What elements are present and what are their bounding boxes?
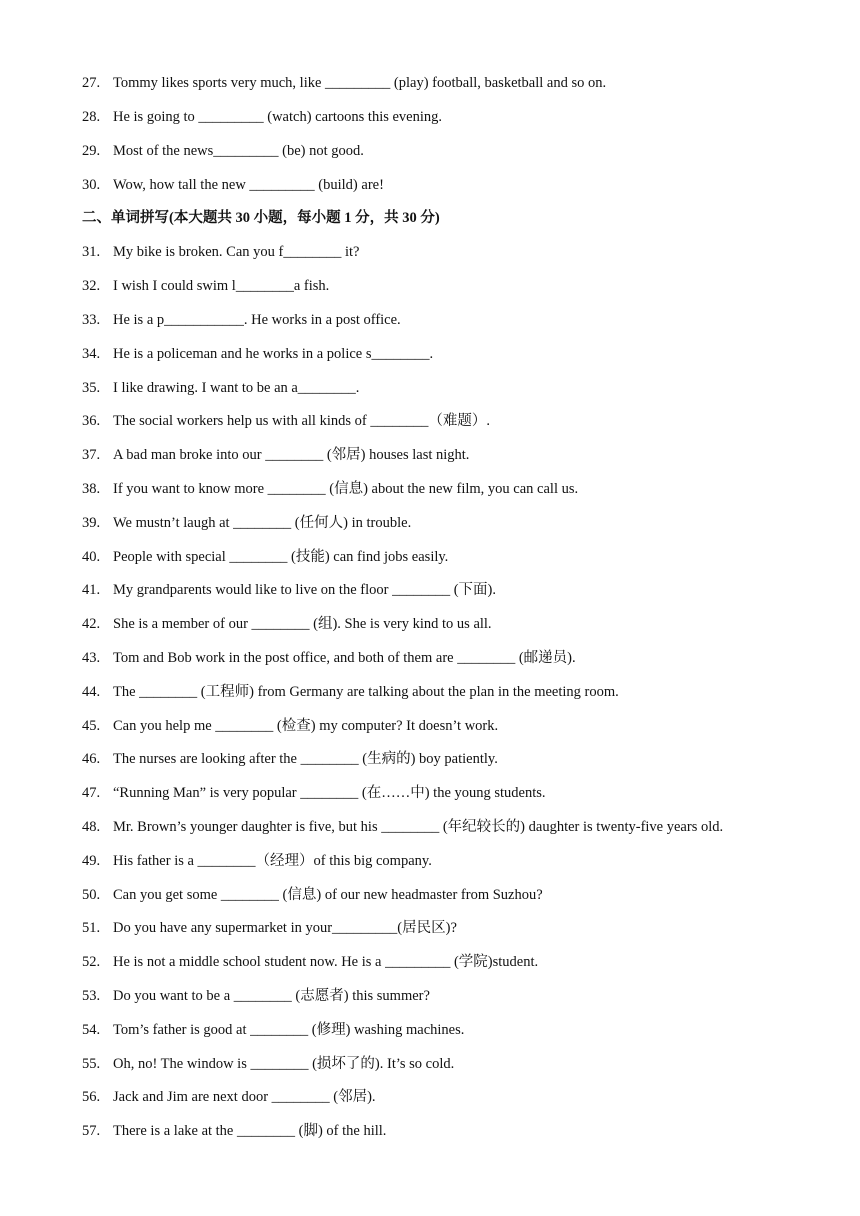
question-number: 30. <box>82 177 101 193</box>
question-45 <box>82 717 498 735</box>
question-number: 39. <box>82 515 101 531</box>
question-number: 32. <box>82 278 101 294</box>
question-text: Tommy likes sports very much, like _________ (play) football, basketball and so on. <box>113 75 607 91</box>
question-text: He is going to _________ (watch) cartoons this evening. <box>113 109 443 125</box>
question-text: Do you want to be a ________ (志愿者) this summer? <box>113 988 430 1004</box>
question-28 <box>82 108 442 126</box>
question-text: My bike is broken. Can you f________ it? <box>113 244 360 260</box>
question-text: We mustn’t laugh at ________ (任何人) in trouble. <box>113 515 412 531</box>
question-text: His father is a ________（经理）of this big company. <box>113 853 432 869</box>
question-text: I wish I could swim l________a fish. <box>113 278 330 294</box>
question-32 <box>82 277 329 295</box>
question-number: 42. <box>82 616 101 632</box>
question-number: 55. <box>82 1056 101 1072</box>
section-heading: 二、单词拼写(本大题共 30 小题，每小题 1 分，共 30 分) <box>82 210 440 226</box>
question-number: 51. <box>82 920 101 936</box>
question-number: 44. <box>82 684 101 700</box>
question-text: He is a policeman and he works in a police s________. <box>113 346 434 362</box>
question-number: 49. <box>82 853 101 869</box>
question-text: He is not a middle school student now. He is a _________ (学院)student. <box>113 954 539 970</box>
question-text: He is a p___________. He works in a post office. <box>113 312 401 328</box>
question-number: 28. <box>82 109 101 125</box>
question-text: She is a member of our ________ (组). She is very kind to us all. <box>113 616 492 632</box>
question-text: There is a lake at the ________ (脚) of the hill. <box>113 1123 387 1139</box>
question-text: Do you have any supermarket in your_________(居民区)? <box>113 920 457 936</box>
question-27 <box>82 74 606 92</box>
question-52 <box>82 953 538 971</box>
question-51 <box>82 919 457 937</box>
question-number: 33. <box>82 312 101 328</box>
question-37 <box>82 446 469 464</box>
question-57 <box>82 1122 386 1140</box>
question-number: 48. <box>82 819 101 835</box>
question-43 <box>82 649 576 667</box>
question-number: 34. <box>82 346 101 362</box>
question-36 <box>82 412 490 430</box>
question-34 <box>82 345 433 363</box>
question-text: Jack and Jim are next door ________ (邻居). <box>113 1089 376 1105</box>
question-text: The nurses are looking after the ________ (生病的) boy patiently. <box>113 751 498 767</box>
question-42 <box>82 615 492 633</box>
question-31 <box>82 243 359 261</box>
question-text: The social workers help us with all kinds of ________（难题）. <box>113 413 490 429</box>
question-number: 40. <box>82 549 101 565</box>
question-number: 38. <box>82 481 101 497</box>
question-text: Can you get some ________ (信息) of our new headmaster from Suzhou? <box>113 887 543 903</box>
question-55 <box>82 1055 454 1073</box>
question-number: 27. <box>82 75 101 91</box>
question-41 <box>82 581 496 599</box>
question-number: 43. <box>82 650 101 666</box>
question-text: The ________ (工程师) from Germany are talking about the plan in the meeting room. <box>113 684 619 700</box>
question-text: My grandparents would like to live on the floor ________ (下面). <box>113 582 496 598</box>
question-30 <box>82 176 384 194</box>
question-number: 53. <box>82 988 101 1004</box>
question-number: 50. <box>82 887 101 903</box>
question-text: Most of the news_________ (be) not good. <box>113 143 364 159</box>
question-number: 56. <box>82 1089 101 1105</box>
question-number: 36. <box>82 413 101 429</box>
question-number: 45. <box>82 718 101 734</box>
question-number: 31. <box>82 244 101 260</box>
question-number: 54. <box>82 1022 101 1038</box>
question-text: People with special ________ (技能) can find jobs easily. <box>113 549 449 565</box>
question-number: 57. <box>82 1123 101 1139</box>
question-48 <box>82 818 723 836</box>
question-text: Mr. Brown’s younger daughter is five, but his ________ (年纪较长的) daughter is twenty-five years old. <box>113 819 724 835</box>
question-text: A bad man broke into our ________ (邻居) houses last night. <box>113 447 470 463</box>
question-33 <box>82 311 401 329</box>
question-text: I like drawing. I want to be an a________. <box>113 380 360 396</box>
question-38 <box>82 480 578 498</box>
question-39 <box>82 514 411 532</box>
question-29 <box>82 142 364 160</box>
question-number: 47. <box>82 785 101 801</box>
question-text: “Running Man” is very popular ________ (在……中) the young students. <box>113 785 546 801</box>
question-35 <box>82 379 359 397</box>
question-46 <box>82 750 498 768</box>
question-text: Oh, no! The window is ________ (损坏了的). It’s so cold. <box>113 1056 455 1072</box>
question-text: Tom’s father is good at ________ (修理) washing machines. <box>113 1022 465 1038</box>
question-text: Wow, how tall the new _________ (build) are! <box>113 177 384 193</box>
question-number: 52. <box>82 954 101 970</box>
question-number: 46. <box>82 751 101 767</box>
question-40 <box>82 548 448 566</box>
question-number: 41. <box>82 582 101 598</box>
question-50 <box>82 886 543 904</box>
question-number: 29. <box>82 143 101 159</box>
question-text: Tom and Bob work in the post office, and both of them are ________ (邮递员). <box>113 650 576 666</box>
question-44 <box>82 683 619 701</box>
question-53 <box>82 987 430 1005</box>
question-47 <box>82 784 546 802</box>
question-54 <box>82 1021 464 1039</box>
question-text: If you want to know more ________ (信息) about the new film, you can call us. <box>113 481 579 497</box>
question-49 <box>82 852 432 870</box>
question-56 <box>82 1088 376 1106</box>
question-number: 35. <box>82 380 101 396</box>
question-number: 37. <box>82 447 101 463</box>
question-text: Can you help me ________ (检查) my computer? It doesn’t work. <box>113 718 499 734</box>
